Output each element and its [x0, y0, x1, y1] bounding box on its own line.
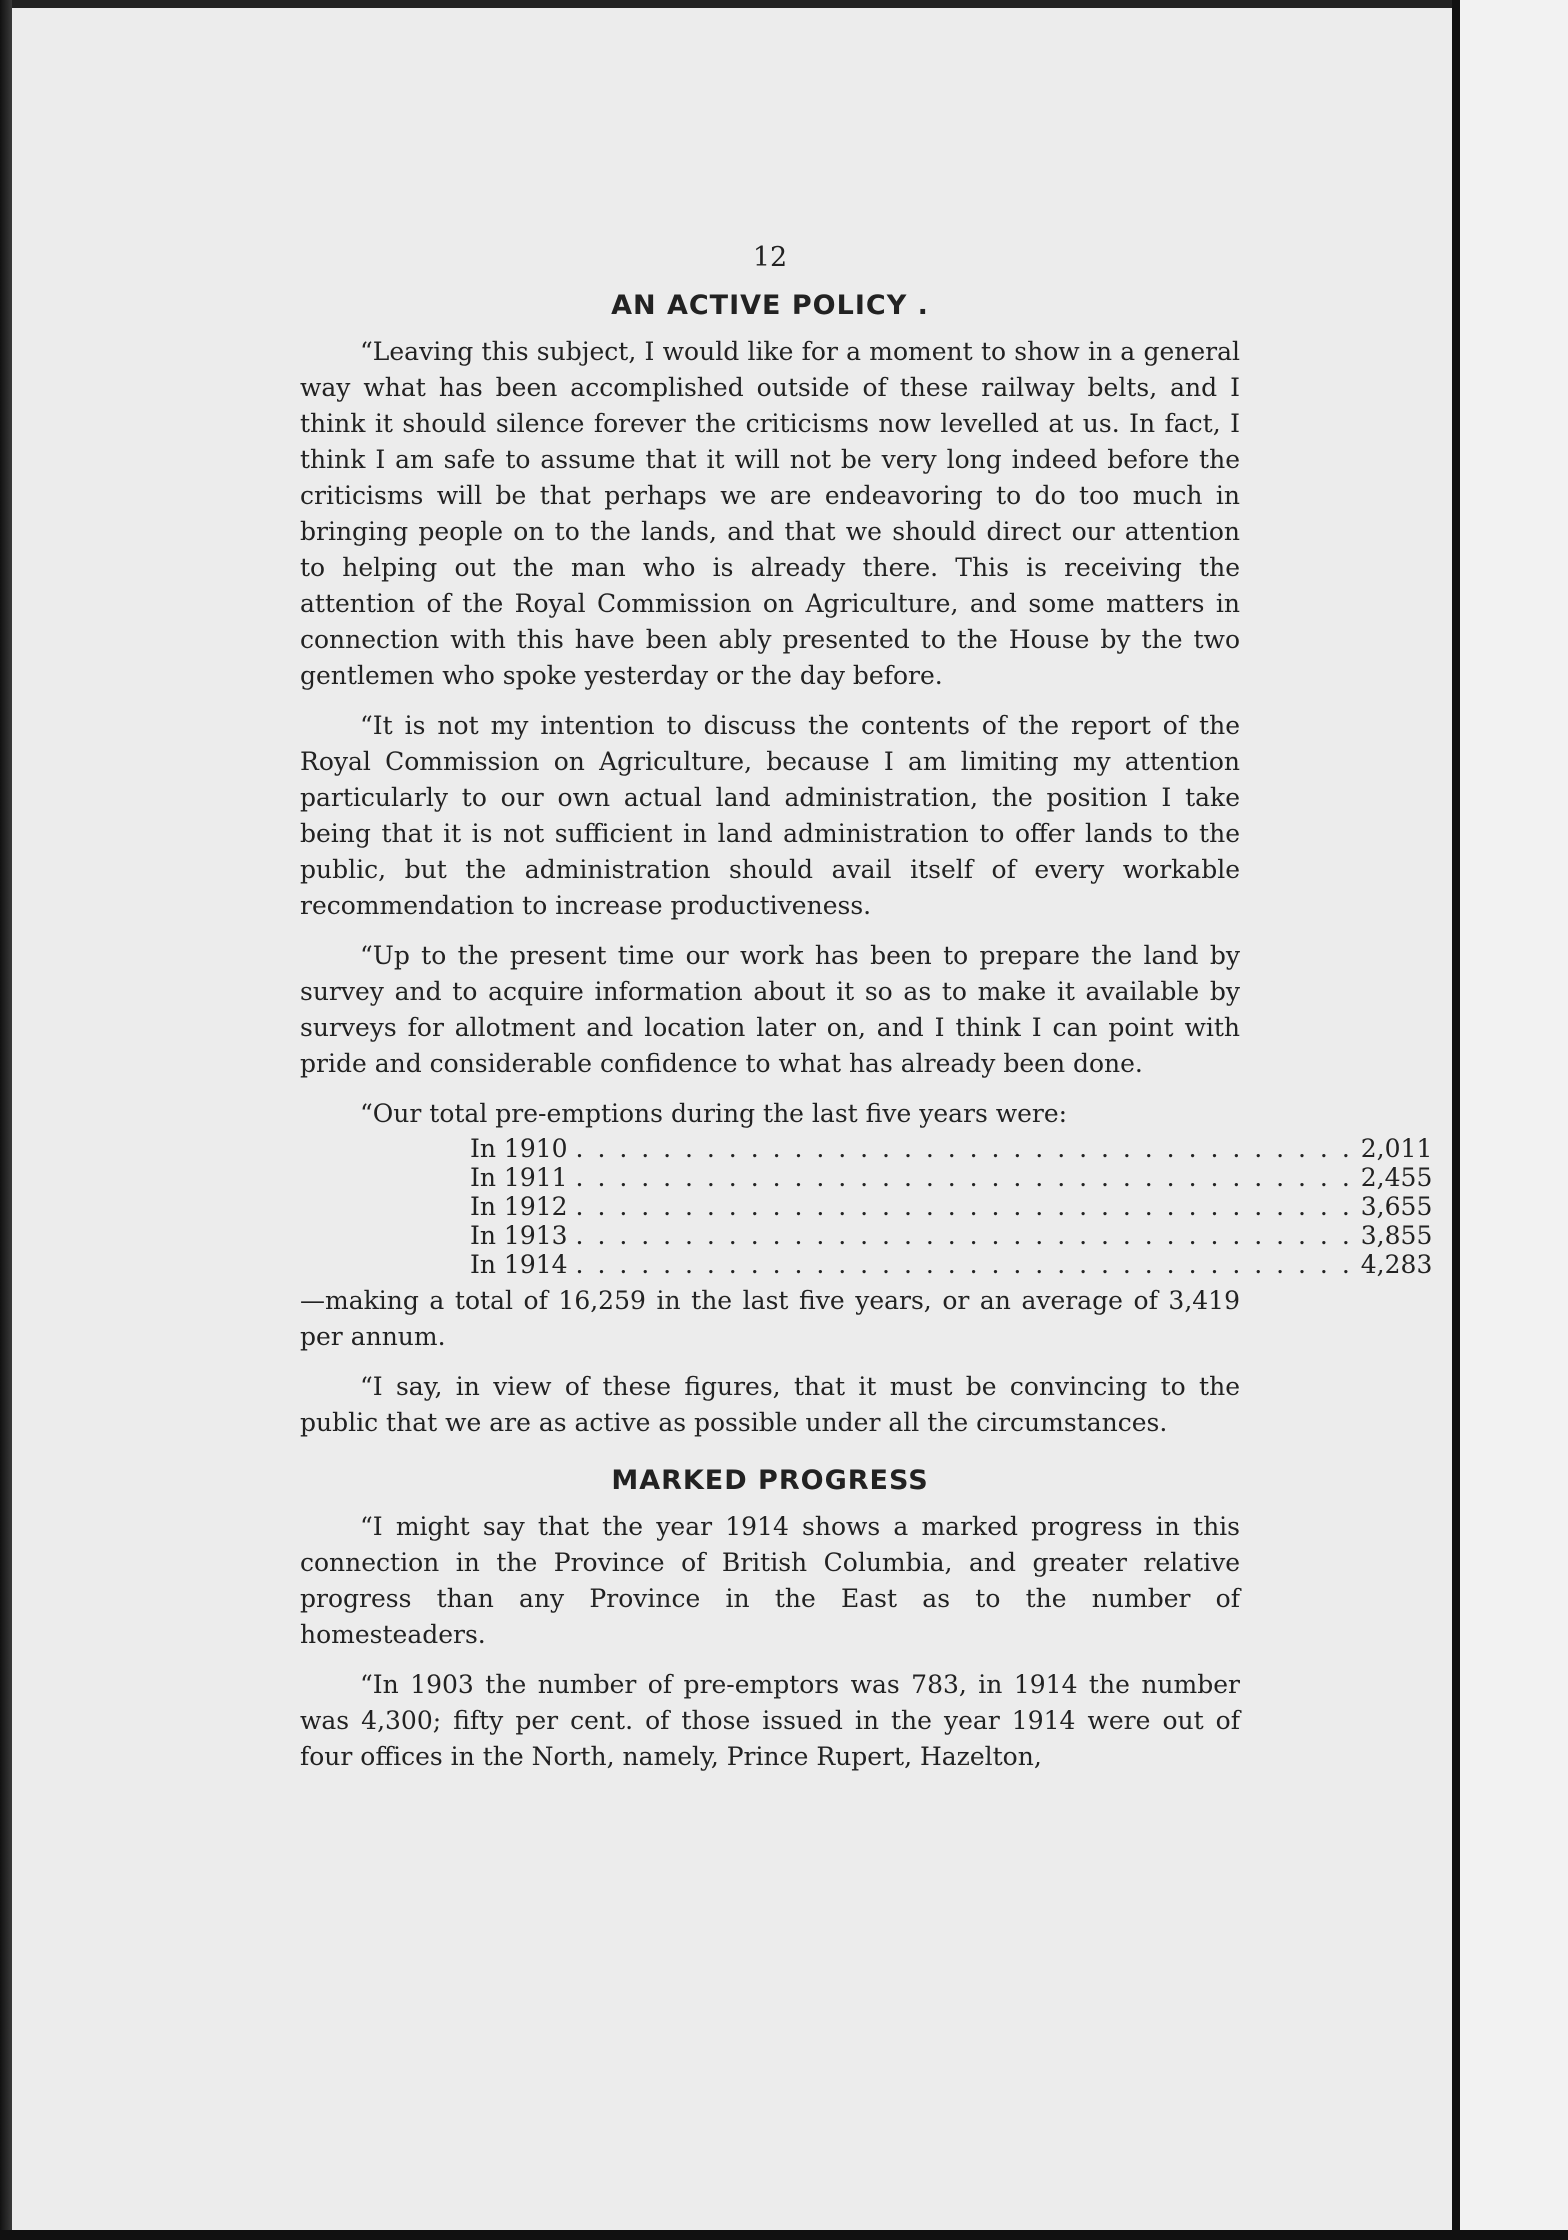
year-label: In 1914	[470, 1250, 568, 1279]
year-label: In 1912	[470, 1192, 568, 1221]
leader-dots: . . . . . . . . . . . . . . . . . . . . . . . . . . . . . . . . . . . .	[575, 1250, 1353, 1279]
leader-dots: . . . . . . . . . . . . . . . . . . . . . . . . . . . . . . . . . . . .	[575, 1192, 1353, 1221]
paragraph: “I might say that the year 1914 shows a marked progress in this connection in the Province of British Columbia, and greater relative progress than any Province in the East as to the number of homesteaders.	[300, 1512, 1240, 1649]
pre-emptions-table	[470, 1134, 1433, 1279]
page-number: 12	[752, 242, 788, 273]
pre-emption-count: 2,011	[1360, 1134, 1433, 1163]
table-row	[470, 1250, 1433, 1279]
pre-emption-count: 2,455	[1360, 1163, 1433, 1192]
paragraph: “It is not my intention to discuss the contents of the report of the Royal Commission on Agriculture, because I am limiting my attention particularly to our own actual land administration, the position I take being that it is not sufficient in land administration to offer lands to the public, but the administration should avail itself of every workable recommendation to increase productiveness.	[300, 711, 1240, 920]
table-row	[470, 1192, 1433, 1221]
pre-emption-count: 3,855	[1360, 1221, 1433, 1250]
paragraph: “In 1903 the number of pre-emptors was 783, in 1914 the number was 4,300; fifty per cent. of those issued in the year 1914 were out of four offices in the North, namely, Prince Rupert, Hazelton,	[300, 1670, 1240, 1771]
scan-edge-left	[0, 0, 12, 2240]
pre-emption-count: 3,655	[1360, 1192, 1433, 1221]
paragraph-total: —making a total of 16,259 in the last five years, or an average of 3,419 per annum.	[300, 1286, 1240, 1351]
leader-dots: . . . . . . . . . . . . . . . . . . . . . . . . . . . . . . . . . . . .	[575, 1163, 1353, 1192]
table-row	[470, 1134, 1433, 1163]
section-heading-marked-progress: MARKED PROGRESS	[611, 1465, 929, 1496]
document-page	[300, 240, 1433, 1789]
paragraph: “Leaving this subject, I would like for a moment to show in a general way what has been accomplished outside of these railway belts, and I think it should silence forever the criticisms now levelled at us. In fact, I think I am safe to assume that it will not be very long indeed before the criticisms will be that perhaps we are endeavoring to do too much in bringing people on to the lands, and that we should direct our attention to helping out the man who is already there. This is receiving the attention of the Royal Commission on Agriculture, and some matters in connection with this have been ably presented to the House by the two gentlemen who spoke yesterday or the day before.	[300, 337, 1240, 690]
scan-edge-bottom	[0, 2230, 1568, 2240]
pre-emption-count: 4,283	[1360, 1250, 1433, 1279]
section-heading-active-policy: AN ACTIVE POLICY .	[611, 290, 929, 321]
next-page-edge	[1460, 0, 1568, 2240]
paragraph-table-intro: “Our total pre-emptions during the last five years were:	[360, 1099, 1068, 1128]
paragraph: “Up to the present time our work has been to prepare the land by survey and to acquire information about it so as to make it available by surveys for allotment and location later on, and I think I can point with pride and considerable confidence to what has already been done.	[300, 941, 1240, 1078]
year-label: In 1910	[470, 1134, 568, 1163]
year-label: In 1913	[470, 1221, 568, 1250]
table-row	[470, 1221, 1433, 1250]
scan-edge-top	[0, 0, 1568, 8]
year-label: In 1911	[470, 1163, 568, 1192]
table-row	[470, 1163, 1433, 1192]
leader-dots: . . . . . . . . . . . . . . . . . . . . . . . . . . . . . . . . . . . .	[575, 1221, 1353, 1250]
page-gutter	[1452, 0, 1460, 2240]
paragraph: “I say, in view of these figures, that it must be convincing to the public that we are as active as possible under all the circumstances.	[300, 1372, 1240, 1437]
leader-dots: . . . . . . . . . . . . . . . . . . . . . . . . . . . . . . . . . . . .	[575, 1134, 1353, 1163]
